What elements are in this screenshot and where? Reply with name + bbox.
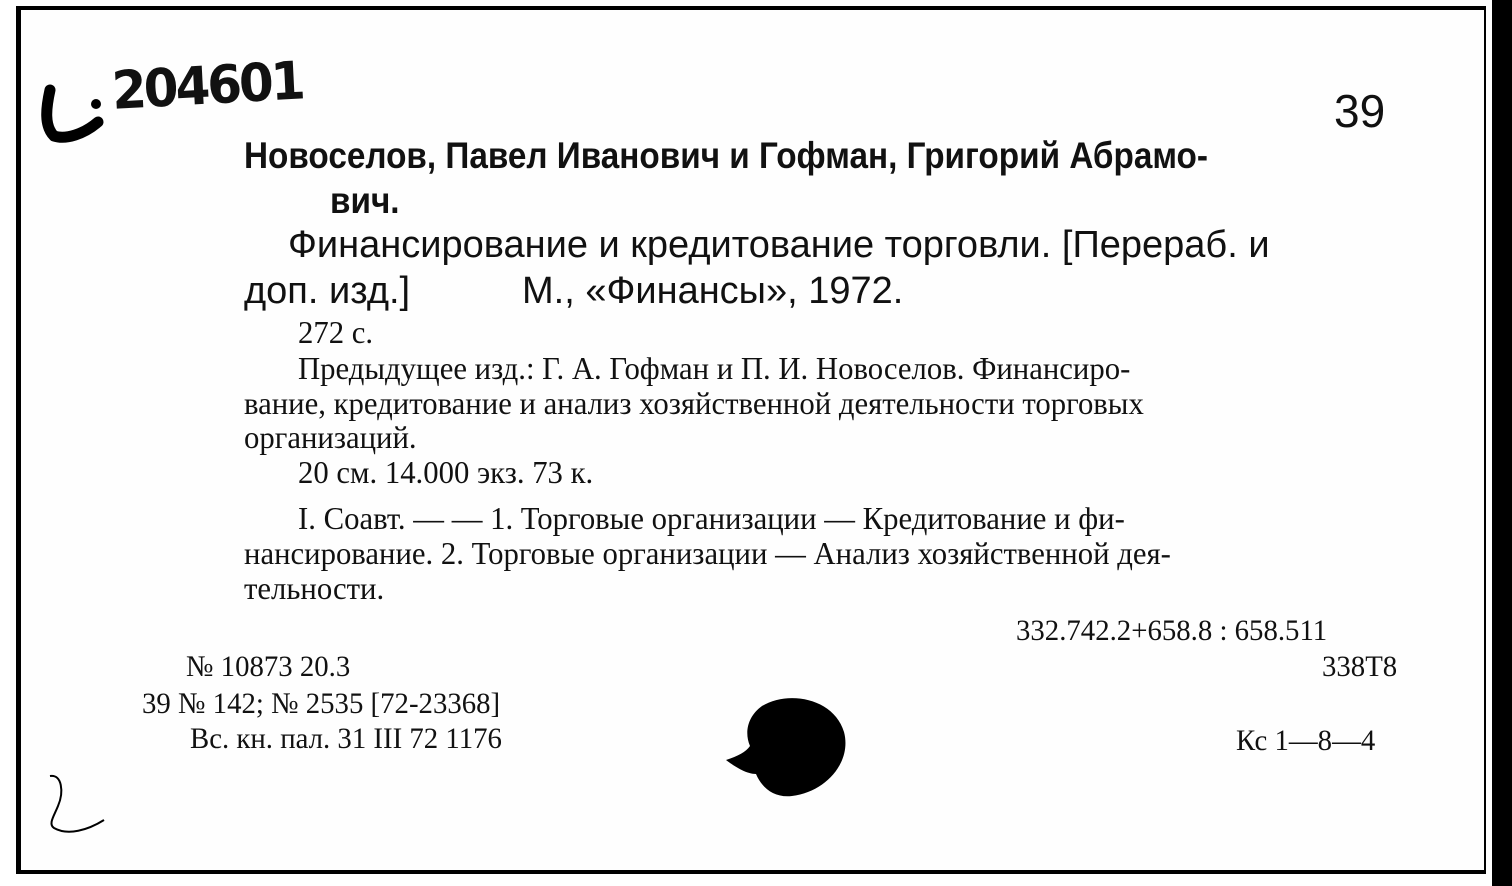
subjects-line-1: I. Соавт. — — 1. Торговые организации — Кредитование и фи- [298, 500, 1125, 536]
subjects-line-3: тельности. [244, 570, 385, 606]
author-line-2: вич. [330, 180, 400, 221]
registry-line-1: № 10873 20.3 [186, 650, 351, 683]
scan-edge-band [1492, 0, 1512, 886]
subjects-line-2: нансирование. 2. Торговые организации — Анализ хозяйственной дея- [244, 535, 1171, 571]
registry-line-2: 39 № 142; № 2535 [72-23368] [142, 687, 501, 720]
title-line-2a: доп. изд.] [244, 270, 411, 312]
handwritten-mark-icon [40, 82, 108, 144]
udc-code: 332.742.2+658.8 : 658.511 [1016, 614, 1328, 647]
title-line-1: Финансирование и кредитование торговли. [Перераб. и [288, 224, 1270, 266]
registry-line-3: Вс. кн. пал. 31 III 72 1176 [190, 722, 502, 755]
previous-edition-line-3: организаций. [244, 419, 417, 455]
classification-code: Кс 1—8—4 [1236, 724, 1376, 757]
page-count: 272 с. [298, 314, 374, 350]
bbk-code: 338Т8 [1322, 650, 1398, 683]
handwritten-signature-icon [40, 770, 110, 840]
inventory-number: 204601 [110, 50, 305, 122]
page-number: 39 [1334, 85, 1386, 137]
ink-blot-icon [722, 692, 850, 802]
size-run-price: 20 см. 14.000 экз. 73 к. [298, 454, 594, 490]
title-line-2b: М., «Финансы», 1972. [522, 270, 904, 312]
author-line-1: Новоселов, Павел Иванович и Гофман, Григорий Абрамо- [244, 135, 1208, 176]
previous-edition-line-2: вание, кредитование и анализ хозяйственной деятельности торговых [244, 385, 1144, 421]
previous-edition-line-1: Предыдущее изд.: Г. А. Гофман и П. И. Новоселов. Финансиро- [298, 350, 1131, 386]
